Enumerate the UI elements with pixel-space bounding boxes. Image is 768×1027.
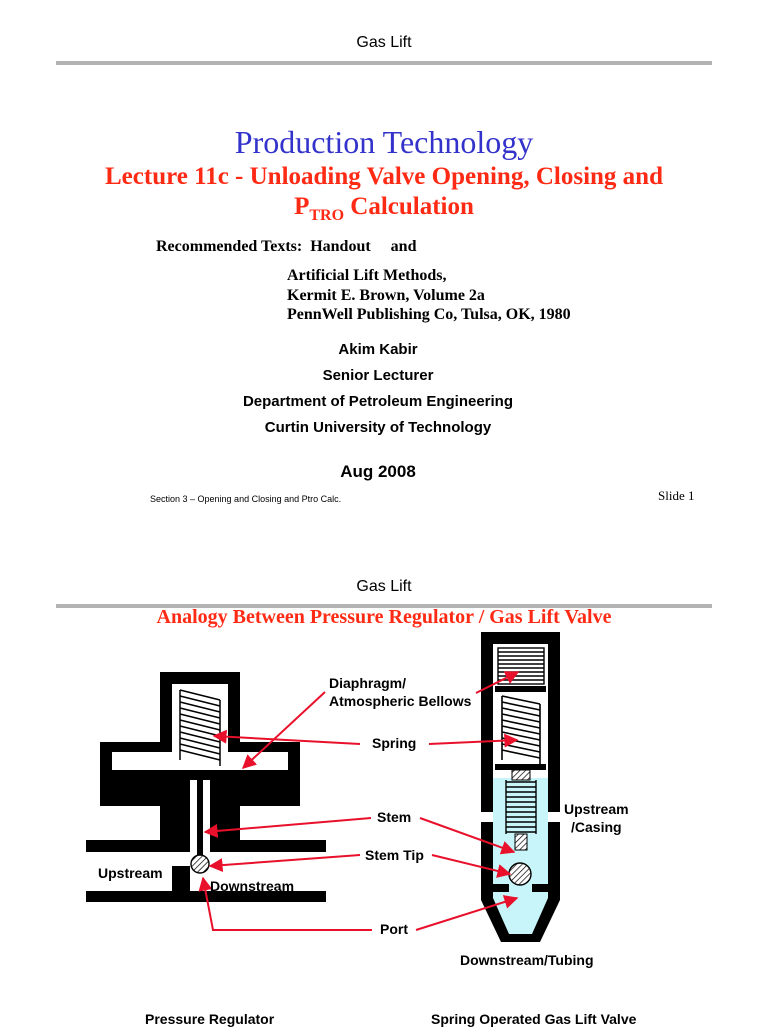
subtitle-p: P	[294, 193, 310, 220]
author-role: Senior Lecturer	[322, 367, 434, 384]
label-downstream-regulator: Downstream	[210, 878, 295, 894]
regulator-stem	[197, 776, 203, 856]
caption-gas-lift-valve: Spring Operated Gas Lift Valve	[431, 1011, 637, 1027]
slide1-header: Gas Lift	[356, 34, 412, 51]
label-stem: Stem	[377, 809, 412, 825]
author-name: Akim Kabir	[338, 341, 418, 358]
label-spring: Spring	[372, 735, 417, 751]
slide-number: Slide 1	[658, 488, 695, 503]
label-downstream-tubing: Downstream/Tubing	[460, 952, 594, 968]
slide-footer: Section 3 – Opening and Closing and Ptro Calc.	[150, 494, 342, 504]
subtitle-rest: Calculation	[344, 193, 474, 220]
author-department: Department of Petroleum Engineering	[242, 393, 514, 410]
slide-title: Production Technology	[234, 124, 534, 160]
label-stem-tip: Stem Tip	[365, 847, 424, 863]
analogy-heading: Analogy Between Pressure Regulator / Gas Lift Valve	[156, 606, 612, 628]
gas-lift-valve	[481, 632, 560, 942]
regulator-stem-tip	[191, 855, 209, 873]
regulator-diaphragm	[112, 770, 288, 776]
book-title: Artificial Lift Methods,	[287, 267, 447, 284]
lecture-subtitle-line1: Lecture 11c - Unloading Valve Opening, Closing and	[105, 163, 663, 190]
book-author: Kermit E. Brown, Volume 2a	[287, 287, 485, 304]
valve-stem-tip	[509, 863, 531, 885]
book-publisher: PennWell Publishing Co, Tulsa, OK, 1980	[287, 306, 571, 323]
label-port: Port	[380, 921, 408, 937]
label-upstream-valve: Upstream	[564, 801, 629, 817]
recommended-texts-label: Recommended Texts: Handout and	[156, 238, 417, 255]
author-university: Curtin University of Technology	[264, 419, 492, 436]
caption-pressure-regulator: Pressure Regulator	[145, 1011, 275, 1027]
label-upstream-regulator: Upstream	[98, 865, 163, 881]
label-diaphragm: Diaphragm/	[329, 675, 407, 691]
label-atmospheric-bellows: Atmospheric Bellows	[329, 693, 472, 709]
slide2-header: Gas Lift	[356, 578, 412, 595]
label-casing: /Casing	[571, 819, 622, 835]
subtitle-sub-tro: TRO	[309, 207, 345, 224]
presentation-date: Aug 2008	[340, 462, 416, 481]
